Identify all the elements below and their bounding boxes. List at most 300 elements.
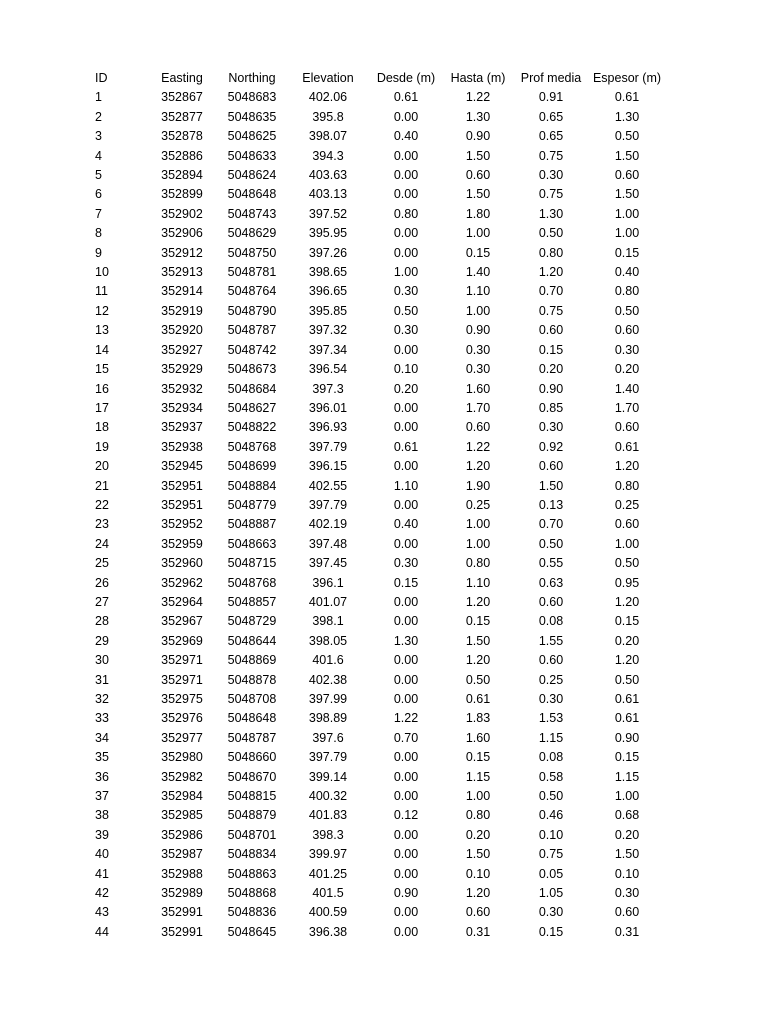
cell-elevation: 398.3 bbox=[312, 827, 344, 842]
table-row bbox=[76, 166, 665, 185]
cell-espesor: 0.15 bbox=[614, 750, 640, 765]
table-row bbox=[76, 147, 665, 166]
cell-desde: 1.00 bbox=[393, 265, 419, 280]
cell-elevation: 403.63 bbox=[308, 168, 348, 183]
cell-id: 1 bbox=[95, 90, 102, 105]
table-row bbox=[76, 282, 665, 301]
cell-espesor: 0.80 bbox=[614, 478, 640, 493]
cell-prof-media: 0.55 bbox=[538, 556, 564, 571]
cell-northing: 5048625 bbox=[227, 129, 277, 144]
cell-espesor: 0.50 bbox=[614, 129, 640, 144]
cell-espesor: 1.40 bbox=[614, 381, 640, 396]
cell-elevation: 397.52 bbox=[308, 206, 348, 221]
cell-hasta: 0.31 bbox=[465, 924, 491, 939]
cell-id: 29 bbox=[95, 633, 109, 648]
cell-espesor: 0.60 bbox=[614, 323, 640, 338]
cell-espesor: 0.50 bbox=[614, 672, 640, 687]
table-row bbox=[76, 321, 665, 340]
cell-elevation: 400.59 bbox=[308, 905, 348, 920]
cell-prof-media: 0.58 bbox=[538, 769, 564, 784]
cell-northing: 5048768 bbox=[227, 575, 277, 590]
table-row bbox=[76, 729, 665, 748]
cell-desde: 0.40 bbox=[393, 129, 419, 144]
cell-espesor: 0.80 bbox=[614, 284, 640, 299]
column-header-elevation: Elevation bbox=[302, 71, 354, 85]
cell-northing: 5048644 bbox=[227, 633, 277, 648]
cell-easting: 352969 bbox=[161, 633, 203, 648]
cell-northing: 5048684 bbox=[227, 381, 277, 396]
table-row bbox=[76, 418, 665, 437]
cell-hasta: 1.80 bbox=[465, 206, 491, 221]
cell-desde: 0.00 bbox=[393, 614, 419, 629]
table-row bbox=[76, 457, 665, 476]
table-row bbox=[76, 360, 665, 379]
cell-desde: 0.40 bbox=[393, 517, 419, 532]
cell-espesor: 1.00 bbox=[614, 206, 640, 221]
table-row bbox=[76, 787, 665, 806]
cell-prof-media: 0.65 bbox=[538, 109, 564, 124]
cell-elevation: 397.79 bbox=[308, 497, 348, 512]
cell-easting: 352894 bbox=[161, 168, 203, 183]
cell-prof-media: 0.91 bbox=[538, 90, 564, 105]
cell-elevation: 401.6 bbox=[312, 653, 344, 668]
cell-id: 31 bbox=[95, 672, 109, 687]
cell-hasta: 1.20 bbox=[465, 653, 491, 668]
cell-prof-media: 0.92 bbox=[538, 439, 564, 454]
cell-prof-media: 0.70 bbox=[538, 517, 564, 532]
table-row bbox=[76, 651, 665, 670]
cell-id: 22 bbox=[95, 497, 109, 512]
cell-id: 32 bbox=[95, 692, 109, 706]
cell-northing: 5048633 bbox=[227, 148, 277, 163]
cell-espesor: 0.15 bbox=[614, 614, 640, 629]
cell-id: 26 bbox=[95, 575, 109, 590]
table-header bbox=[76, 69, 665, 88]
cell-espesor: 0.60 bbox=[614, 168, 640, 183]
cell-prof-media: 0.46 bbox=[538, 808, 564, 823]
cell-desde: 0.00 bbox=[393, 459, 419, 474]
cell-elevation: 397.26 bbox=[308, 245, 348, 260]
cell-hasta: 1.60 bbox=[465, 381, 491, 396]
table-row bbox=[76, 748, 665, 767]
cell-prof-media: 1.50 bbox=[538, 478, 564, 493]
cell-easting: 352987 bbox=[161, 847, 203, 862]
cell-desde: 0.00 bbox=[393, 536, 419, 551]
cell-easting: 352945 bbox=[161, 459, 203, 474]
cell-id: 34 bbox=[95, 730, 109, 745]
cell-id: 37 bbox=[95, 789, 109, 804]
cell-espesor: 1.70 bbox=[614, 400, 640, 415]
cell-northing: 5048822 bbox=[227, 420, 277, 435]
cell-elevation: 395.85 bbox=[308, 303, 348, 318]
table-row bbox=[76, 185, 665, 204]
cell-northing: 5048743 bbox=[227, 206, 277, 221]
cell-id: 20 bbox=[95, 459, 109, 474]
document-page bbox=[0, 69, 768, 942]
cell-easting: 352971 bbox=[161, 672, 203, 687]
cell-northing: 5048715 bbox=[227, 556, 277, 571]
cell-desde: 0.00 bbox=[393, 168, 419, 183]
cell-easting: 352919 bbox=[161, 303, 203, 318]
cell-id: 12 bbox=[95, 303, 109, 318]
cell-northing: 5048781 bbox=[227, 265, 277, 280]
cell-desde: 0.00 bbox=[393, 827, 419, 842]
cell-espesor: 1.50 bbox=[614, 187, 640, 202]
cell-easting: 352951 bbox=[161, 478, 203, 493]
cell-elevation: 397.48 bbox=[308, 536, 348, 551]
cell-hasta: 1.90 bbox=[465, 478, 491, 493]
cell-desde: 0.15 bbox=[393, 575, 419, 590]
cell-desde: 0.30 bbox=[393, 556, 419, 571]
cell-id: 2 bbox=[95, 109, 102, 124]
cell-desde: 0.00 bbox=[393, 847, 419, 862]
table-row bbox=[76, 574, 665, 593]
cell-northing: 5048627 bbox=[227, 400, 277, 415]
cell-hasta: 1.83 bbox=[465, 711, 491, 726]
cell-elevation: 394.3 bbox=[312, 148, 344, 163]
cell-hasta: 0.10 bbox=[465, 866, 491, 881]
cell-id: 25 bbox=[95, 556, 109, 571]
cell-prof-media: 1.53 bbox=[538, 711, 564, 726]
cell-desde: 0.00 bbox=[393, 109, 419, 124]
table-row bbox=[76, 477, 665, 496]
cell-elevation: 395.8 bbox=[312, 109, 344, 124]
cell-northing: 5048683 bbox=[227, 90, 277, 105]
cell-easting: 352976 bbox=[161, 711, 203, 726]
table-row bbox=[76, 380, 665, 399]
cell-easting: 352932 bbox=[161, 381, 203, 396]
table-row bbox=[76, 593, 665, 612]
cell-prof-media: 0.15 bbox=[538, 924, 564, 939]
cell-espesor: 0.20 bbox=[614, 362, 640, 377]
cell-espesor: 0.40 bbox=[614, 265, 640, 280]
table-body bbox=[76, 88, 665, 942]
cell-prof-media: 0.15 bbox=[538, 342, 564, 357]
cell-hasta: 1.22 bbox=[465, 439, 491, 454]
cell-espesor: 0.50 bbox=[614, 303, 640, 318]
cell-easting: 352964 bbox=[161, 594, 203, 609]
table-row bbox=[76, 302, 665, 321]
cell-id: 36 bbox=[95, 769, 109, 784]
cell-id: 14 bbox=[95, 342, 109, 357]
cell-prof-media: 0.30 bbox=[538, 905, 564, 920]
cell-easting: 352989 bbox=[161, 886, 203, 901]
cell-espesor: 1.00 bbox=[614, 536, 640, 551]
cell-espesor: 0.10 bbox=[614, 866, 640, 881]
cell-espesor: 0.90 bbox=[614, 730, 640, 745]
cell-desde: 0.00 bbox=[393, 342, 419, 357]
cell-hasta: 1.50 bbox=[465, 633, 491, 648]
cell-hasta: 0.60 bbox=[465, 905, 491, 920]
cell-hasta: 1.20 bbox=[465, 886, 491, 901]
cell-desde: 0.00 bbox=[393, 148, 419, 163]
cell-hasta: 1.70 bbox=[465, 400, 491, 415]
cell-hasta: 1.10 bbox=[465, 284, 491, 299]
cell-espesor: 1.20 bbox=[614, 459, 640, 474]
cell-id: 23 bbox=[95, 517, 109, 532]
cell-elevation: 402.38 bbox=[308, 672, 348, 687]
cell-id: 5 bbox=[95, 168, 102, 183]
cell-desde: 0.00 bbox=[393, 750, 419, 765]
cell-northing: 5048868 bbox=[227, 886, 277, 901]
cell-prof-media: 0.50 bbox=[538, 536, 564, 551]
cell-id: 41 bbox=[95, 866, 109, 881]
cell-hasta: 1.50 bbox=[465, 187, 491, 202]
cell-elevation: 397.6 bbox=[312, 730, 344, 745]
cell-hasta: 1.50 bbox=[465, 148, 491, 163]
column-header-northing: Northing bbox=[228, 71, 276, 85]
cell-id: 44 bbox=[95, 924, 109, 939]
column-header-hasta: Hasta (m) bbox=[450, 71, 506, 85]
column-header-id: ID bbox=[95, 71, 108, 85]
cell-prof-media: 0.08 bbox=[538, 614, 564, 629]
cell-espesor: 0.61 bbox=[614, 711, 640, 726]
cell-easting: 352982 bbox=[161, 769, 203, 784]
table-row bbox=[76, 768, 665, 787]
cell-espesor: 1.20 bbox=[614, 594, 640, 609]
cell-prof-media: 0.63 bbox=[538, 575, 564, 590]
cell-easting: 352975 bbox=[161, 692, 203, 706]
cell-hasta: 0.20 bbox=[465, 827, 491, 842]
cell-hasta: 1.22 bbox=[465, 90, 491, 105]
cell-desde: 0.00 bbox=[393, 226, 419, 241]
cell-easting: 352867 bbox=[161, 90, 203, 105]
table-row bbox=[76, 845, 665, 864]
cell-desde: 0.00 bbox=[393, 924, 419, 939]
cell-elevation: 402.06 bbox=[308, 90, 348, 105]
cell-desde: 0.90 bbox=[393, 886, 419, 901]
cell-hasta: 0.60 bbox=[465, 168, 491, 183]
cell-prof-media: 0.05 bbox=[538, 866, 564, 881]
table-row bbox=[76, 399, 665, 418]
table-row bbox=[76, 244, 665, 263]
cell-id: 38 bbox=[95, 808, 109, 823]
cell-northing: 5048857 bbox=[227, 594, 277, 609]
cell-prof-media: 0.75 bbox=[538, 847, 564, 862]
cell-id: 8 bbox=[95, 226, 102, 241]
cell-desde: 0.00 bbox=[393, 594, 419, 609]
cell-desde: 0.10 bbox=[393, 362, 419, 377]
cell-elevation: 398.07 bbox=[308, 129, 348, 144]
cell-desde: 0.00 bbox=[393, 420, 419, 435]
cell-northing: 5048878 bbox=[227, 672, 277, 687]
cell-easting: 352962 bbox=[161, 575, 203, 590]
table-row bbox=[76, 496, 665, 515]
cell-id: 16 bbox=[95, 381, 109, 396]
cell-desde: 0.00 bbox=[393, 497, 419, 512]
cell-prof-media: 0.30 bbox=[538, 420, 564, 435]
cell-prof-media: 0.20 bbox=[538, 362, 564, 377]
cell-elevation: 397.99 bbox=[308, 692, 348, 706]
cell-prof-media: 1.20 bbox=[538, 265, 564, 280]
cell-easting: 352912 bbox=[161, 245, 203, 260]
cell-northing: 5048729 bbox=[227, 614, 277, 629]
cell-hasta: 0.25 bbox=[465, 497, 491, 512]
cell-elevation: 397.79 bbox=[308, 439, 348, 454]
cell-prof-media: 0.75 bbox=[538, 148, 564, 163]
cell-easting: 352929 bbox=[161, 362, 203, 377]
cell-prof-media: 0.50 bbox=[538, 226, 564, 241]
cell-northing: 5048629 bbox=[227, 226, 277, 241]
cell-northing: 5048869 bbox=[227, 653, 277, 668]
cell-desde: 0.00 bbox=[393, 905, 419, 920]
cell-hasta: 0.30 bbox=[465, 342, 491, 357]
cell-hasta: 0.15 bbox=[465, 614, 491, 629]
cell-easting: 352971 bbox=[161, 653, 203, 668]
table-row bbox=[76, 535, 665, 554]
cell-elevation: 396.38 bbox=[308, 924, 348, 939]
table-row bbox=[76, 554, 665, 573]
cell-northing: 5048834 bbox=[227, 847, 277, 862]
cell-hasta: 1.30 bbox=[465, 109, 491, 124]
cell-desde: 1.30 bbox=[393, 633, 419, 648]
cell-id: 3 bbox=[95, 129, 102, 144]
cell-hasta: 1.00 bbox=[465, 536, 491, 551]
cell-prof-media: 0.25 bbox=[538, 672, 564, 687]
cell-elevation: 396.15 bbox=[308, 459, 348, 474]
cell-elevation: 397.79 bbox=[308, 750, 348, 765]
cell-elevation: 396.1 bbox=[312, 575, 344, 590]
cell-desde: 0.00 bbox=[393, 692, 419, 706]
table-row bbox=[76, 709, 665, 728]
cell-easting: 352927 bbox=[161, 342, 203, 357]
cell-espesor: 0.61 bbox=[614, 439, 640, 454]
header-row bbox=[76, 69, 665, 88]
cell-hasta: 0.50 bbox=[465, 672, 491, 687]
cell-hasta: 1.00 bbox=[465, 789, 491, 804]
column-header-prof-media: Prof media bbox=[520, 71, 582, 85]
cell-prof-media: 0.90 bbox=[538, 381, 564, 396]
table-row bbox=[76, 515, 665, 534]
cell-id: 17 bbox=[95, 400, 109, 415]
cell-espesor: 1.00 bbox=[614, 789, 640, 804]
cell-prof-media: 0.60 bbox=[538, 459, 564, 474]
table-row bbox=[76, 903, 665, 922]
cell-easting: 352913 bbox=[161, 265, 203, 280]
cell-espesor: 1.50 bbox=[614, 148, 640, 163]
cell-id: 33 bbox=[95, 711, 109, 726]
table-row bbox=[76, 127, 665, 146]
cell-id: 6 bbox=[95, 187, 102, 202]
column-header-easting: Easting bbox=[161, 71, 203, 85]
cell-desde: 0.00 bbox=[393, 789, 419, 804]
cell-northing: 5048779 bbox=[227, 497, 277, 512]
cell-easting: 352952 bbox=[161, 517, 203, 532]
cell-elevation: 398.05 bbox=[308, 633, 348, 648]
cell-elevation: 398.65 bbox=[308, 265, 348, 280]
cell-desde: 0.30 bbox=[393, 323, 419, 338]
data-table bbox=[76, 69, 665, 942]
cell-hasta: 1.40 bbox=[465, 265, 491, 280]
cell-id: 19 bbox=[95, 439, 109, 454]
table-row bbox=[76, 884, 665, 903]
cell-espesor: 1.30 bbox=[614, 109, 640, 124]
cell-easting: 352877 bbox=[161, 109, 203, 124]
cell-espesor: 0.20 bbox=[614, 827, 640, 842]
cell-espesor: 1.50 bbox=[614, 847, 640, 862]
cell-elevation: 401.83 bbox=[308, 808, 348, 823]
cell-northing: 5048708 bbox=[227, 692, 277, 706]
cell-northing: 5048884 bbox=[227, 478, 277, 493]
cell-northing: 5048648 bbox=[227, 711, 277, 726]
table-row bbox=[76, 205, 665, 224]
table-row bbox=[76, 108, 665, 127]
cell-hasta: 0.15 bbox=[465, 245, 491, 260]
cell-northing: 5048787 bbox=[227, 323, 277, 338]
cell-easting: 352980 bbox=[161, 750, 203, 765]
cell-desde: 1.22 bbox=[393, 711, 419, 726]
cell-northing: 5048699 bbox=[227, 459, 277, 474]
cell-prof-media: 0.75 bbox=[538, 187, 564, 202]
cell-elevation: 396.93 bbox=[308, 420, 348, 435]
cell-desde: 0.80 bbox=[393, 206, 419, 221]
cell-desde: 0.20 bbox=[393, 381, 419, 396]
cell-elevation: 396.01 bbox=[308, 400, 348, 415]
cell-prof-media: 0.10 bbox=[538, 827, 564, 842]
cell-desde: 0.00 bbox=[393, 769, 419, 784]
cell-easting: 352951 bbox=[161, 497, 203, 512]
cell-hasta: 0.80 bbox=[465, 556, 491, 571]
cell-espesor: 0.30 bbox=[614, 886, 640, 901]
cell-easting: 352977 bbox=[161, 730, 203, 745]
cell-prof-media: 0.30 bbox=[538, 692, 564, 706]
cell-easting: 352920 bbox=[161, 323, 203, 338]
cell-northing: 5048815 bbox=[227, 789, 277, 804]
cell-desde: 0.61 bbox=[393, 439, 419, 454]
cell-easting: 352906 bbox=[161, 226, 203, 241]
cell-id: 35 bbox=[95, 750, 109, 765]
cell-easting: 352991 bbox=[161, 905, 203, 920]
cell-prof-media: 0.13 bbox=[538, 497, 564, 512]
cell-easting: 352934 bbox=[161, 400, 203, 415]
cell-northing: 5048701 bbox=[227, 827, 277, 842]
cell-northing: 5048750 bbox=[227, 245, 277, 260]
table-row bbox=[76, 632, 665, 651]
cell-easting: 352967 bbox=[161, 614, 203, 629]
cell-espesor: 0.68 bbox=[614, 808, 640, 823]
cell-id: 42 bbox=[95, 886, 109, 901]
cell-easting: 352938 bbox=[161, 439, 203, 454]
cell-id: 27 bbox=[95, 594, 109, 609]
cell-hasta: 0.60 bbox=[465, 420, 491, 435]
cell-id: 39 bbox=[95, 827, 109, 842]
cell-desde: 0.00 bbox=[393, 866, 419, 881]
cell-desde: 0.00 bbox=[393, 245, 419, 260]
cell-prof-media: 0.60 bbox=[538, 653, 564, 668]
cell-desde: 0.61 bbox=[393, 90, 419, 105]
cell-id: 24 bbox=[95, 536, 109, 551]
cell-hasta: 0.90 bbox=[465, 129, 491, 144]
cell-elevation: 402.19 bbox=[308, 517, 348, 532]
cell-id: 11 bbox=[95, 284, 108, 299]
column-header-desde: Desde (m) bbox=[376, 71, 436, 85]
cell-easting: 352937 bbox=[161, 420, 203, 435]
cell-id: 10 bbox=[95, 265, 109, 280]
table-row bbox=[76, 923, 665, 942]
cell-id: 18 bbox=[95, 420, 109, 435]
cell-prof-media: 1.30 bbox=[538, 206, 564, 221]
cell-northing: 5048768 bbox=[227, 439, 277, 454]
cell-prof-media: 1.05 bbox=[538, 886, 564, 901]
table-row bbox=[76, 806, 665, 825]
cell-espesor: 1.20 bbox=[614, 653, 640, 668]
cell-northing: 5048863 bbox=[227, 866, 277, 881]
cell-elevation: 397.3 bbox=[312, 381, 344, 396]
cell-id: 4 bbox=[95, 148, 102, 163]
cell-northing: 5048879 bbox=[227, 808, 277, 823]
cell-northing: 5048635 bbox=[227, 109, 277, 124]
cell-espesor: 0.25 bbox=[614, 497, 640, 512]
